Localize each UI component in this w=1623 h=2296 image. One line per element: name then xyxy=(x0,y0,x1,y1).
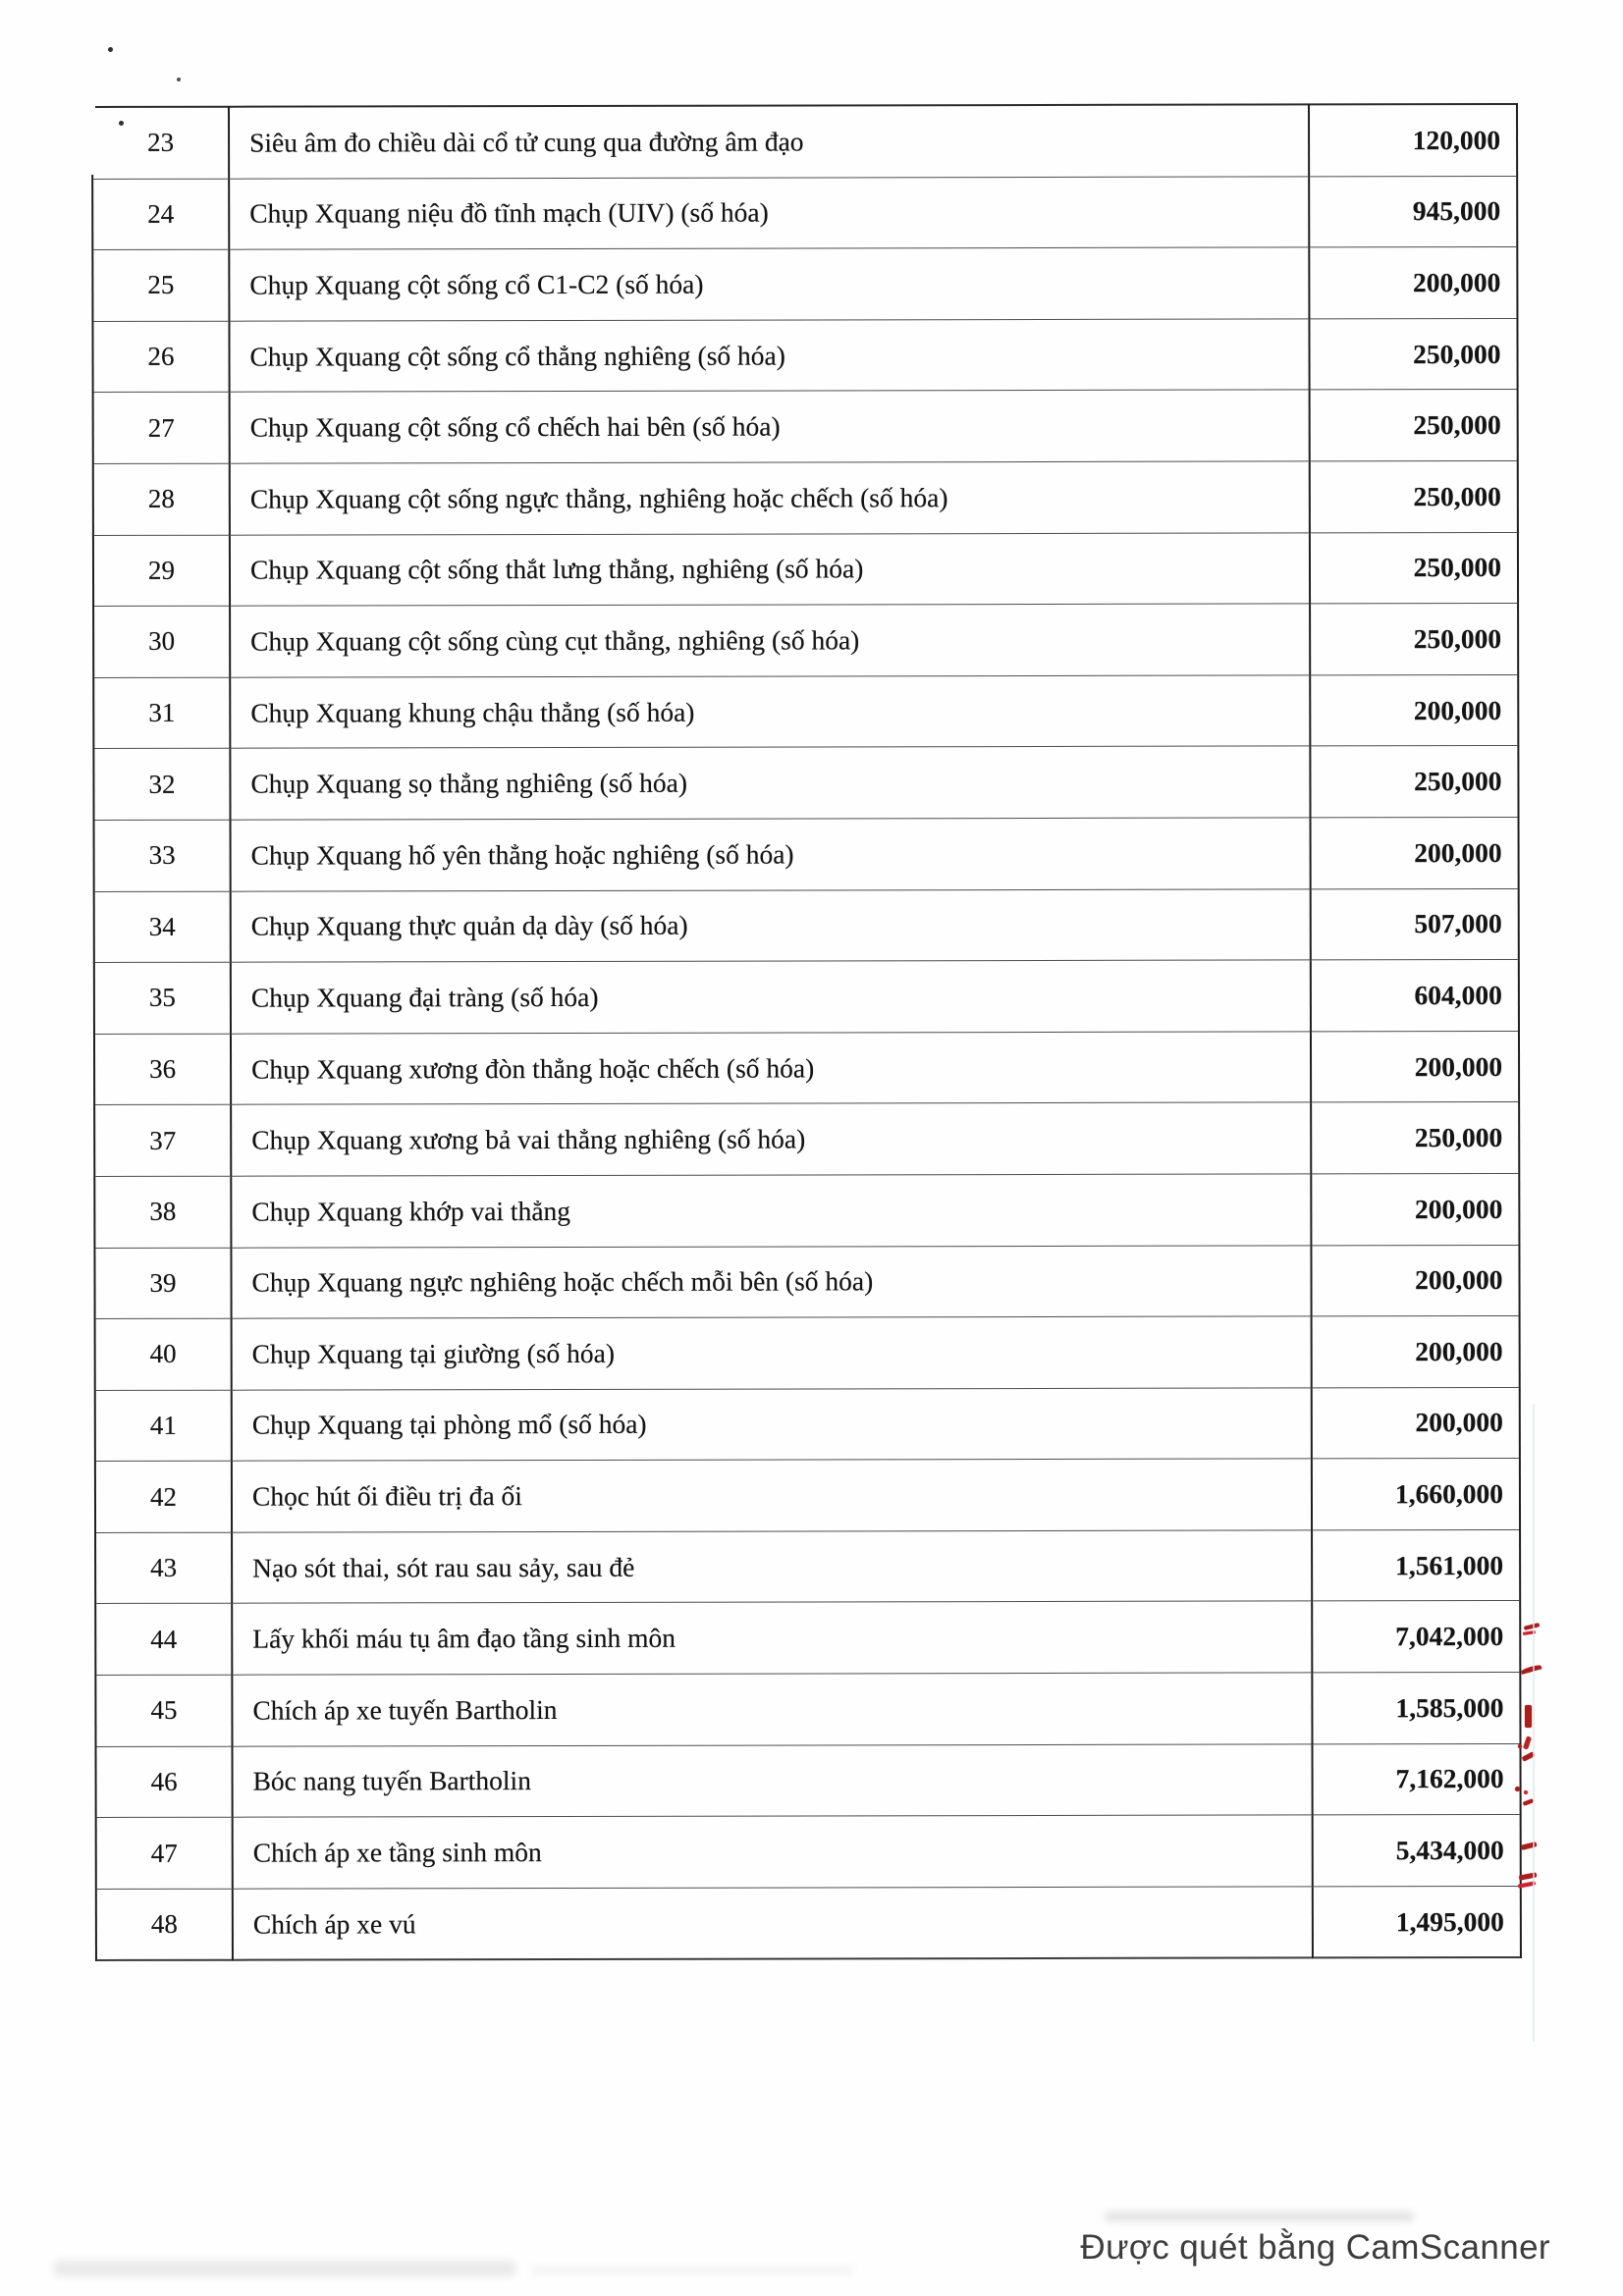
table-row xyxy=(92,176,1517,250)
service-name-cell: Siêu âm đo chiều dài cổ tử cung qua đường âm đạo xyxy=(229,104,1309,178)
red-pen-mark xyxy=(1524,1790,1528,1794)
red-pen-mark xyxy=(1518,1744,1522,1748)
table-row xyxy=(94,1245,1519,1319)
row-number-cell: 26 xyxy=(92,321,229,393)
camscanner-watermark: Được quét bằng CamScanner xyxy=(1080,2228,1550,2267)
table-row xyxy=(94,888,1519,963)
service-name-cell: Chụp Xquang cột sống thắt lưng thẳng, nghiêng (số hóa) xyxy=(230,532,1310,606)
row-number-cell: 34 xyxy=(94,891,231,963)
service-name-cell: Chụp Xquang cột sống cùng cụt thẳng, nghiêng (số hóa) xyxy=(230,604,1310,677)
table-row xyxy=(94,1173,1519,1248)
price-cell: 200,000 xyxy=(1311,1173,1519,1245)
price-cell: 250,000 xyxy=(1310,532,1518,604)
table-row xyxy=(95,1601,1520,1676)
row-number-cell: 35 xyxy=(94,962,231,1034)
price-cell: 1,561,000 xyxy=(1312,1529,1520,1601)
price-cell: 250,000 xyxy=(1310,746,1518,818)
table-row xyxy=(93,674,1518,749)
red-pen-mark xyxy=(1523,1736,1532,1750)
row-number-cell: 41 xyxy=(95,1390,232,1462)
table-row xyxy=(96,1815,1521,1890)
table-row xyxy=(95,1673,1520,1747)
row-number-cell: 33 xyxy=(94,820,231,891)
service-name-cell: Lấy khối máu tụ âm đạo tầng sinh môn xyxy=(232,1601,1312,1675)
row-number-cell: 25 xyxy=(92,249,229,321)
row-number-cell: 40 xyxy=(95,1318,232,1390)
table-row xyxy=(93,746,1518,821)
red-pen-mark xyxy=(1521,1664,1542,1674)
price-cell: 200,000 xyxy=(1311,1031,1519,1102)
row-number-cell: 46 xyxy=(96,1746,233,1818)
scan-speck xyxy=(108,47,113,52)
price-cell: 945,000 xyxy=(1309,176,1517,247)
table-row xyxy=(92,104,1517,179)
table-row xyxy=(95,1529,1520,1604)
scan-smudge xyxy=(1105,2212,1414,2221)
table-row xyxy=(96,1743,1521,1818)
table-row xyxy=(95,1387,1520,1462)
price-cell: 604,000 xyxy=(1311,960,1519,1032)
service-name-cell: Chụp Xquang tại giường (số hóa) xyxy=(232,1316,1312,1390)
row-number-cell: 39 xyxy=(94,1248,231,1319)
scan-smudge xyxy=(530,2267,854,2274)
red-pen-mark xyxy=(1515,1787,1520,1791)
price-table xyxy=(91,103,1522,1961)
price-cell: 7,162,000 xyxy=(1312,1743,1520,1815)
service-name-cell: Chụp Xquang niệu đồ tĩnh mạch (UIV) (số hóa) xyxy=(229,176,1309,249)
price-cell: 200,000 xyxy=(1310,674,1518,746)
service-name-cell: Chụp Xquang khung chậu thẳng (số hóa) xyxy=(230,675,1310,749)
table-row xyxy=(92,318,1517,393)
service-name-cell: Chụp Xquang khớp vai thẳng xyxy=(231,1174,1311,1248)
page-edge-shadow xyxy=(1533,1404,1535,2042)
red-pen-mark xyxy=(1524,1623,1540,1630)
price-table-wrap xyxy=(91,103,1504,1961)
table-row xyxy=(96,1886,1521,1960)
red-pen-mark xyxy=(1525,1705,1532,1728)
price-cell: 5,434,000 xyxy=(1313,1815,1521,1887)
price-cell: 1,495,000 xyxy=(1313,1886,1521,1958)
row-number-cell: 38 xyxy=(94,1176,231,1248)
row-number-cell: 24 xyxy=(92,179,229,250)
table-row xyxy=(94,1102,1519,1177)
price-cell: 1,660,000 xyxy=(1312,1459,1520,1530)
price-cell: 507,000 xyxy=(1311,888,1519,960)
price-cell: 1,585,000 xyxy=(1312,1673,1520,1744)
row-number-cell: 28 xyxy=(93,463,230,535)
price-cell: 250,000 xyxy=(1310,460,1518,532)
service-name-cell: Chụp Xquang đại tràng (số hóa) xyxy=(231,960,1311,1034)
service-name-cell: Chụp Xquang thực quản dạ dày (số hóa) xyxy=(231,888,1311,962)
row-number-cell: 45 xyxy=(95,1675,232,1746)
service-name-cell: Nạo sót thai, sót rau sau sảy, sau đẻ xyxy=(232,1530,1312,1604)
table-row xyxy=(95,1459,1520,1533)
price-cell: 250,000 xyxy=(1310,390,1518,461)
scan-smudge xyxy=(54,2261,515,2276)
price-cell: 250,000 xyxy=(1311,1102,1519,1174)
service-name-cell: Chụp Xquang tại phòng mổ (số hóa) xyxy=(232,1388,1312,1462)
scan-speck xyxy=(177,78,181,81)
price-cell: 250,000 xyxy=(1310,604,1518,675)
row-number-cell: 23 xyxy=(92,107,229,179)
table-row xyxy=(94,1031,1519,1105)
table-row xyxy=(93,604,1518,678)
service-name-cell: Bóc nang tuyến Bartholin xyxy=(232,1744,1312,1818)
scan-border-gap xyxy=(88,106,95,175)
table-row xyxy=(93,390,1518,464)
row-number-cell: 27 xyxy=(93,393,230,464)
service-name-cell: Chụp Xquang cột sống ngực thẳng, nghiêng hoặc chếch (số hóa) xyxy=(230,461,1310,535)
row-number-cell: 32 xyxy=(93,749,230,821)
service-name-cell: Chụp Xquang cột sống cổ thẳng nghiêng (số hóa) xyxy=(229,319,1309,393)
service-name-cell: Chụp Xquang sọ thẳng nghiêng (số hóa) xyxy=(230,746,1310,820)
price-cell: 200,000 xyxy=(1309,247,1517,319)
price-cell: 200,000 xyxy=(1311,1245,1519,1316)
row-number-cell: 43 xyxy=(95,1532,232,1604)
row-number-cell: 42 xyxy=(95,1461,232,1532)
table-row xyxy=(94,960,1519,1035)
service-name-cell: Chụp Xquang cột sống cổ chếch hai bên (số hóa) xyxy=(230,390,1310,463)
price-cell: 200,000 xyxy=(1312,1387,1520,1459)
row-number-cell: 47 xyxy=(96,1817,233,1889)
price-cell: 120,000 xyxy=(1309,104,1517,177)
service-name-cell: Chích áp xe vú xyxy=(233,1887,1313,1960)
service-name-cell: Chích áp xe tuyến Bartholin xyxy=(232,1673,1312,1746)
row-number-cell: 36 xyxy=(94,1034,231,1105)
table-row xyxy=(94,817,1519,891)
service-name-cell: Chụp Xquang xương bả vai thẳng nghiêng (số hóa) xyxy=(231,1102,1311,1176)
row-number-cell: 31 xyxy=(93,677,230,749)
row-number-cell: 48 xyxy=(96,1889,233,1960)
price-cell: 250,000 xyxy=(1309,318,1517,390)
service-name-cell: Chụp Xquang hố yên thẳng hoặc nghiêng (số hóa) xyxy=(231,818,1311,891)
service-name-cell: Chích áp xe tầng sinh môn xyxy=(233,1815,1313,1889)
row-number-cell: 30 xyxy=(93,606,230,677)
service-name-cell: Chụp Xquang cột sống cổ C1-C2 (số hóa) xyxy=(229,247,1309,321)
table-row xyxy=(92,247,1517,322)
service-name-cell: Chụp Xquang xương đòn thẳng hoặc chếch (số hóa) xyxy=(231,1032,1311,1105)
price-cell: 200,000 xyxy=(1312,1316,1520,1388)
price-cell: 200,000 xyxy=(1311,817,1519,888)
row-number-cell: 37 xyxy=(94,1105,231,1177)
price-cell: 7,042,000 xyxy=(1312,1601,1520,1673)
row-number-cell: 29 xyxy=(93,535,230,607)
price-table-body xyxy=(92,104,1521,1960)
service-name-cell: Chọc hút ối điều trị đa ối xyxy=(232,1459,1312,1532)
table-row xyxy=(93,532,1518,607)
row-number-cell: 44 xyxy=(95,1604,232,1676)
table-row xyxy=(95,1316,1520,1391)
table-row xyxy=(93,460,1518,535)
service-name-cell: Chụp Xquang ngực nghiêng hoặc chếch mỗi bên (số hóa) xyxy=(231,1245,1311,1318)
